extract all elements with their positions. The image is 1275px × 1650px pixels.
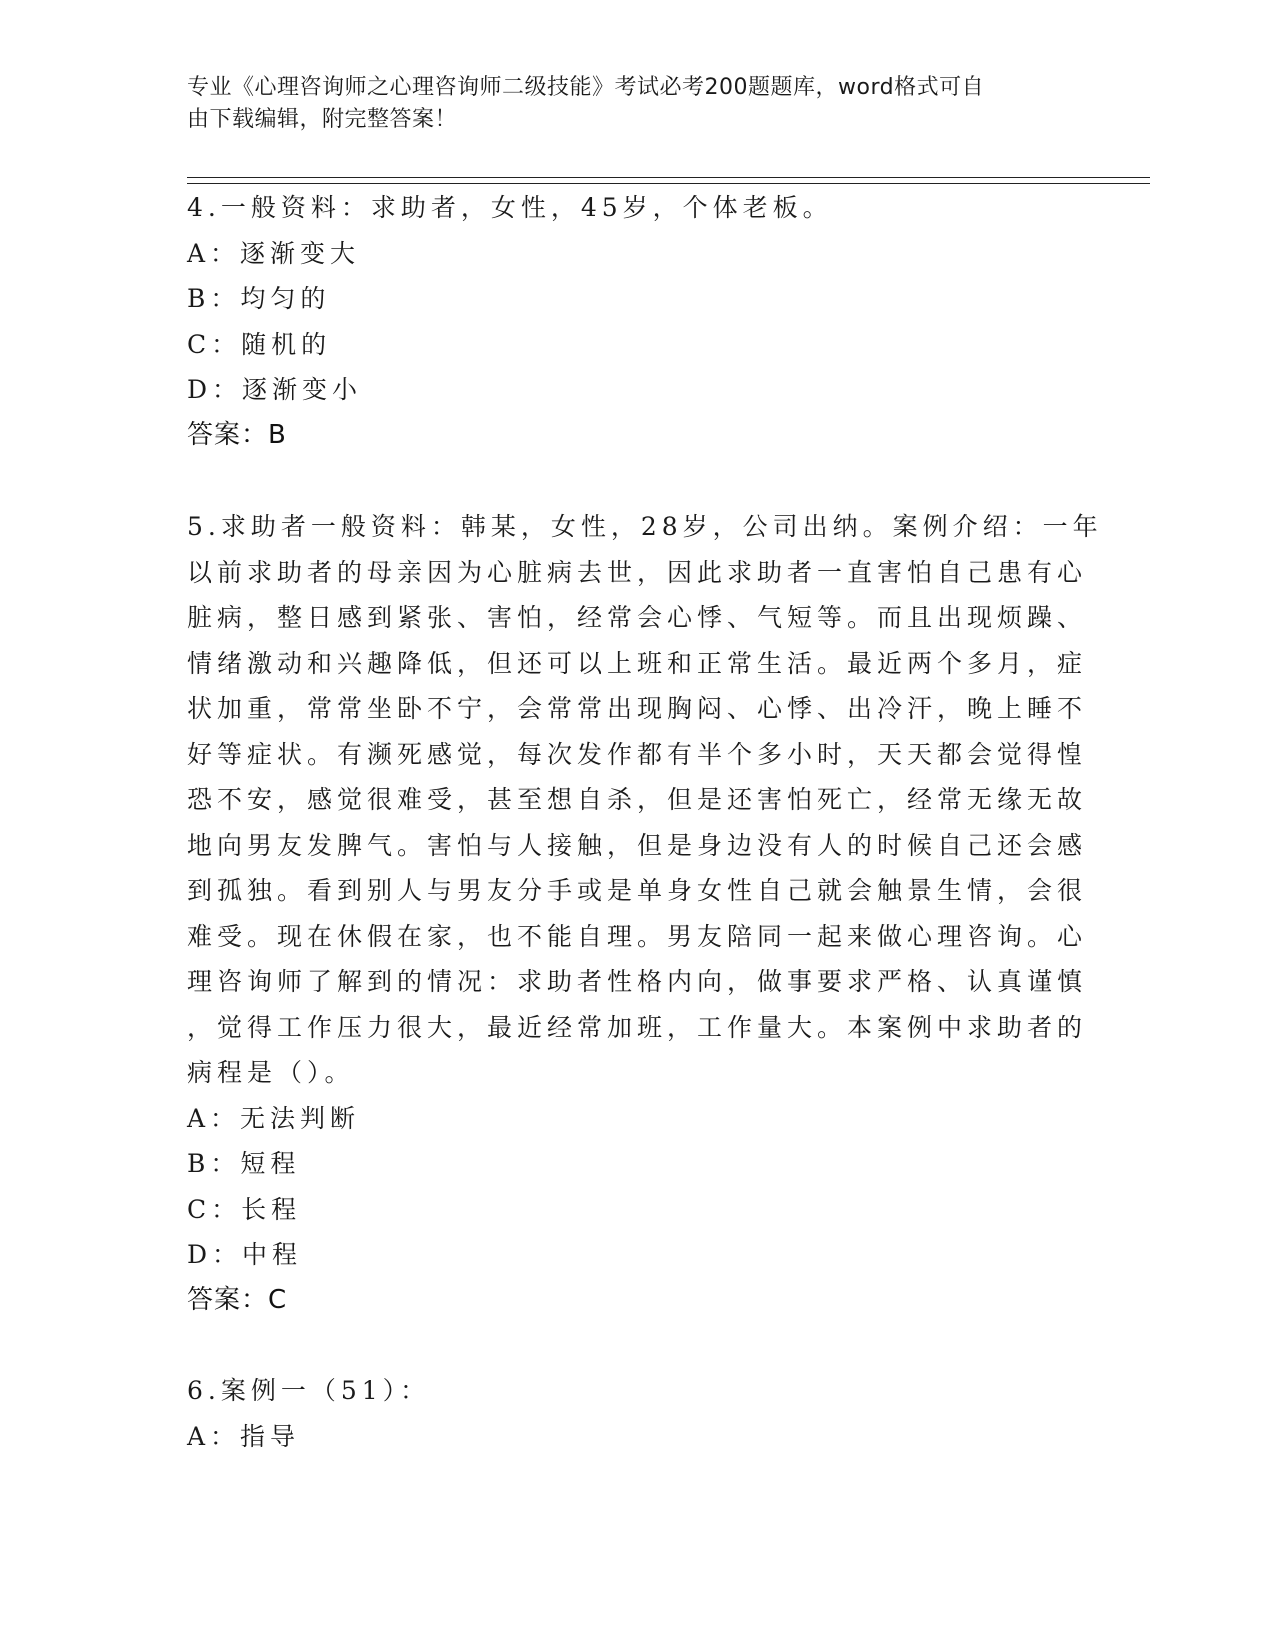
question-6 (187, 1368, 1067, 1459)
option-b: B：短程 (187, 1149, 301, 1178)
question-stem-line: ，觉得工作压力很大，最近经常加班，工作量大。本案例中求助者的 (187, 1012, 1088, 1042)
question-stem-line: 病程是（）。 (187, 1058, 355, 1087)
option-d: D：逐渐变小 (187, 375, 363, 404)
question-stem-line: 理咨询师了解到的情况：求助者性格内向，做事要求严格、认真谨慎 (187, 967, 1088, 996)
question-stem-line: 情绪激动和兴趣降低，但还可以上班和正常生活。最近两个多月，症 (187, 648, 1088, 678)
question-4 (187, 185, 1067, 458)
question-stem-line: 到孤独。看到别人与男友分手或是单身女性自己就会触景生情，会很 (187, 876, 1088, 905)
question-stem-line: 6.案例一（51）： (187, 1376, 431, 1405)
option-b: B：均匀的 (187, 284, 331, 313)
option-d: D：中程 (187, 1240, 303, 1269)
question-stem-line: 以前求助者的母亲因为心脏病去世，因此求助者一直害怕自己患有心 (187, 557, 1088, 587)
option-a: A：无法判断 (187, 1103, 361, 1133)
answer-label: 答案：C (187, 1284, 288, 1315)
option-a: A：指导 (187, 1421, 301, 1451)
option-c: C：长程 (187, 1194, 302, 1224)
question-stem-line: 脏病，整日感到紧张、害怕，经常会心悸、气短等。而且出现烦躁、 (187, 603, 1088, 632)
option-c: C：随机的 (187, 329, 332, 359)
question-stem-line: 难受。现在休假在家，也不能自理。男友陪同一起来做心理咨询。心 (187, 921, 1088, 951)
question-stem-line: 状加重，常常坐卧不宁，会常常出现胸闷、心悸、出冷汗，晚上睡不 (187, 694, 1088, 723)
option-a: A：逐渐变大 (187, 238, 361, 268)
document-header (187, 72, 1067, 136)
question-stem-line: 地向男友发脾气。害怕与人接触，但是身边没有人的时候自己还会感 (187, 830, 1088, 860)
header-divider-bottom (187, 183, 1150, 184)
header-line-2: 由下载编辑，附完整答案！ (187, 107, 458, 132)
question-stem-line: 4.一般资料：求助者，女性，45岁，个体老板。 (187, 193, 833, 222)
header-divider-top (187, 177, 1150, 178)
question-stem-line: 5.求助者一般资料：韩某，女性，28岁，公司出纳。案例介绍：一年 (187, 512, 1103, 541)
question-5 (187, 504, 1103, 1323)
question-stem-line: 好等症状。有濒死感觉，每次发作都有半个多小时，天天都会觉得惶 (187, 739, 1088, 769)
answer-label: 答案：B (187, 419, 287, 450)
header-line-1: 专业《心理咨询师之心理咨询师二级技能》考试必考200题题库，word格式可自 (187, 75, 985, 100)
question-stem-line: 恐不安，感觉很难受，甚至想自杀，但是还害怕死亡，经常无缘无故 (187, 785, 1088, 814)
